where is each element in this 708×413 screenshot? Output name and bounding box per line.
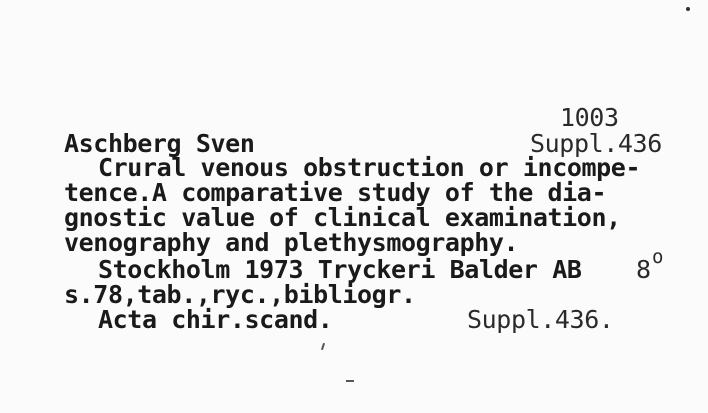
author-heading: Aschberg Sven	[64, 129, 255, 158]
format-superscript: o	[652, 246, 664, 268]
title-line-2: tence.A comparative study of the dia-	[64, 178, 607, 207]
stray-dash-mark	[346, 380, 354, 382]
corner-dot	[686, 7, 690, 11]
imprint-line: Stockholm 1973 Tryckeri Balder AB	[98, 255, 582, 284]
stray-pen-mark	[321, 343, 325, 350]
call-number: 1003	[560, 103, 619, 132]
format-size: 8	[636, 255, 651, 284]
collation-line: s.78,tab.,ryc.,bibliogr.	[64, 280, 416, 309]
title-line-4: venography and plethysmography.	[64, 228, 519, 257]
series-title: Acta chir.scand.	[98, 305, 333, 334]
series-number: Suppl.436.	[467, 305, 614, 334]
series-reference: Suppl.436	[530, 129, 662, 158]
title-line-3: gnostic value of clinical examination,	[64, 203, 621, 232]
title-line-1: Crural venous obstruction or incompe-	[98, 153, 641, 182]
